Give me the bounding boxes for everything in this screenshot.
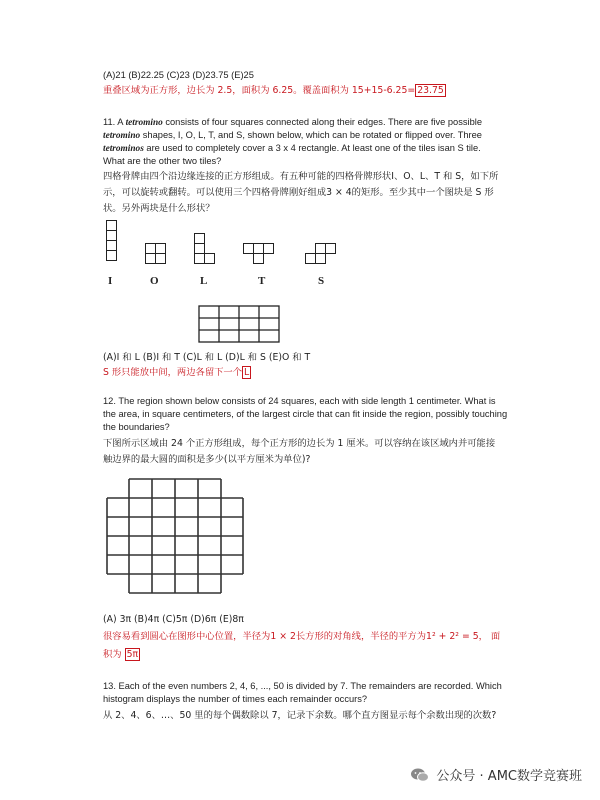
q12-en-line3: the boundaries? (103, 422, 170, 432)
q10-solution-text: 重叠区域为正方形，边长为 2.5，面积为 6.25。覆盖面积为 15+15-6.25= (103, 85, 416, 96)
label-s: S (318, 275, 325, 287)
q10-answer-box: 23.75 (417, 85, 444, 96)
q11-en-line1-post: consists of four squares connected along their edges. There are five possible (162, 117, 482, 127)
q11-choices: (A)I 和 L (B)I 和 T (C)L 和 L (D)L 和 S (E)O 和 T (103, 352, 311, 363)
q11-en-line3 (103, 142, 481, 156)
q12-choices: (A) 3π (B)4π (C)5π (D)6π (E)8π (103, 614, 244, 625)
q11-en-line2-post: shapes, I, O, L, T, and S, shown below, which can be rotated or flipped over. Three (140, 130, 482, 140)
label-l: L (200, 275, 208, 287)
q11-en-line3-post: are used to completely cover a 3 x 4 rectangle. At least one of the tiles isan S tile. (143, 143, 481, 153)
q11-solution (103, 366, 251, 379)
q12-solution-line1: 很容易看到圆心在图形中心位置，半径为1 × 2长方形的对角线，半径的平方为1² + 2² = 5， 面 (103, 631, 501, 642)
q12-en-line2: the area, in square centimeters, of the largest circle that can fit inside the region, possibly touching (103, 409, 508, 419)
rectangle-3x4 (198, 305, 282, 344)
q11-term-tetromino: tetromino (125, 118, 163, 128)
q11-solution-text: S 形只能放中间，两边各留下一个 (103, 367, 243, 378)
q11-zh-line1: 四格骨牌由四个沿边缘连接的正方形组成。有五种可能的四格骨牌形状I、O、L、T 和 S，如下所 (103, 171, 499, 182)
watermark-text: 公众号 · AMC数学竞赛班 (436, 769, 582, 784)
q13-en-line1: 13. Each of the even numbers 2, 4, 6, ..., 50 is divided by 7. The remainders are recorded. Which (103, 681, 502, 691)
q13-zh-line1: 从 2、4、6、…、50 里的每个偶数除以 7，记录下余数。哪个直方图显示每个余数出现的次数? (103, 710, 497, 721)
q12-solution-pre: 积为 (103, 649, 122, 660)
q10-choices: (A)21 (B)22.25 (C)23 (D)23.75 (E)25 (103, 70, 254, 80)
q11-en-line2 (103, 129, 482, 143)
q12-zh-line2: 触边界的最大圆的面积是多少(以平方厘米为单位)? (103, 454, 311, 465)
q10-solution (103, 84, 446, 97)
q11-term-tetromino-2: tetromino (103, 131, 141, 141)
q12-zh-line1: 下图所示区域由 24 个正方形组成，每个正方形的边长为 1 厘米。可以容纳在该区域内并可能接 (103, 438, 496, 449)
q11-en-line1 (103, 116, 482, 130)
label-t: T (258, 275, 266, 287)
q12-en-line1: 12. The region shown below consists of 24 squares, each with side length 1 centimeter. What is (103, 396, 496, 406)
q11-term-tetrominos: tetrominos (103, 144, 144, 154)
watermark (410, 765, 582, 784)
q11-zh-line3: 状。另外两块是什么形状？ (103, 203, 215, 214)
q11-en-line4: What are the other two tiles? (103, 156, 222, 166)
label-o: O (150, 275, 159, 287)
wechat-icon (410, 767, 430, 783)
label-i: I (108, 275, 113, 287)
q12-solution-line2 (103, 648, 140, 661)
q11-en-line1-pre: 11. A (103, 117, 126, 127)
q12-answer-box: 5π (126, 649, 139, 660)
region-24-squares (106, 478, 244, 596)
q11-zh-line2: 示，可以旋转或翻转。可以使用三个四格骨牌刚好组成3 × 4的矩形。至少其中一个图块是 S 形 (103, 187, 494, 198)
q13-en-line2: histogram displays the number of times each remainder occurs? (103, 694, 368, 704)
q11-answer-box: L (244, 367, 250, 378)
